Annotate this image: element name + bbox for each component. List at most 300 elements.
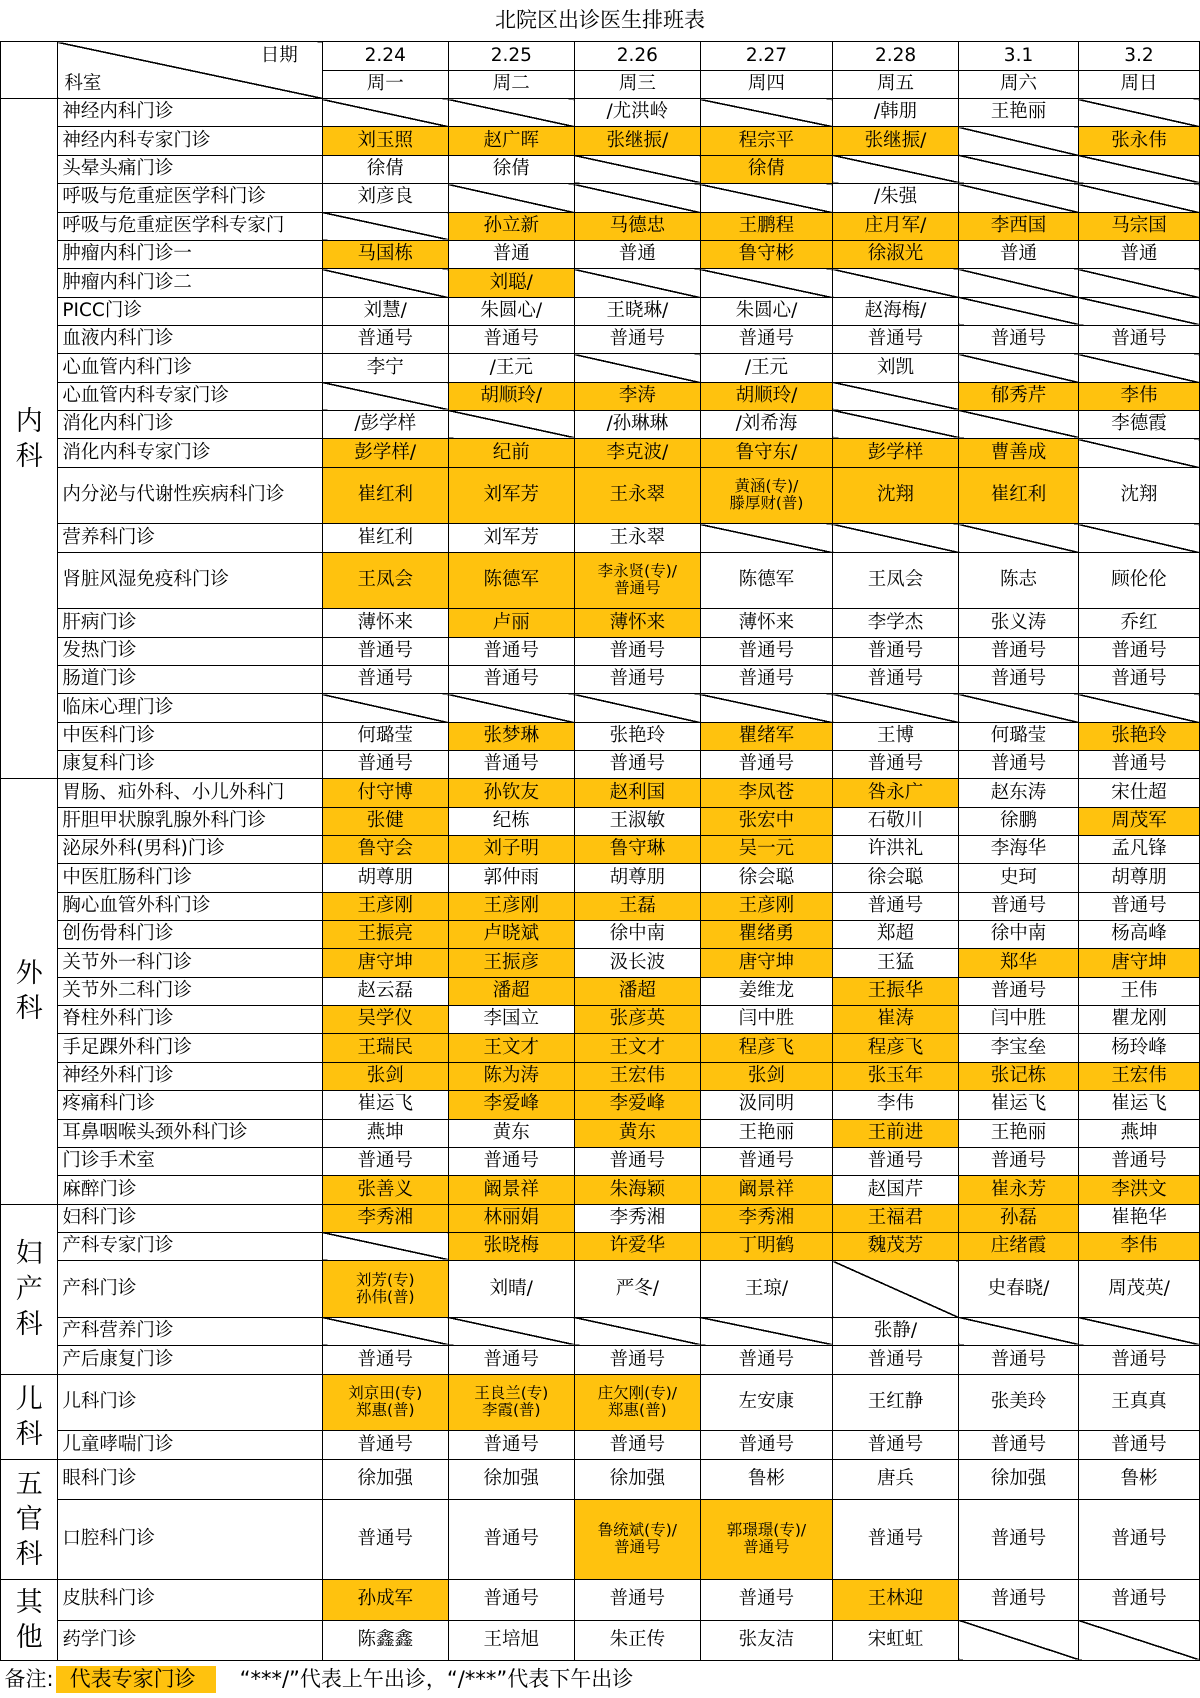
schedule-cell: 王琼/ [700, 1261, 832, 1318]
table-row [1, 722, 1200, 750]
dept-cell: 产科门诊 [58, 1261, 322, 1318]
empty-slot-cell [322, 694, 448, 722]
schedule-cell: 王艳丽 [959, 99, 1079, 127]
schedule-cell: 吴一元 [700, 836, 832, 864]
schedule-cell: 普通号 [959, 666, 1079, 694]
schedule-cell: 李国立 [448, 1006, 574, 1034]
schedule-cell: 纪栋 [448, 807, 574, 835]
dept-cell: 疼痛科门诊 [58, 1091, 322, 1119]
empty-slot-cell [448, 694, 574, 722]
schedule-cell: 黄东 [574, 1119, 700, 1147]
schedule-cell: 王瑞民 [322, 1034, 448, 1062]
schedule-cell: 普通号 [700, 1147, 832, 1175]
dept-cell: 门诊手术室 [58, 1147, 322, 1175]
schedule-cell: 胡尊朋 [1078, 864, 1199, 892]
schedule-cell: 胡顺玲/ [448, 382, 574, 410]
schedule-cell: 崔运飞 [1078, 1091, 1199, 1119]
schedule-cell: 姜维龙 [700, 977, 832, 1005]
schedule-cell: 丁明鹤 [700, 1232, 832, 1260]
schedule-cell: 王红静 [833, 1374, 959, 1431]
schedule-cell: 赵国芹 [833, 1176, 959, 1204]
schedule-cell: 瞿绪勇 [700, 921, 832, 949]
doctor-line: 孙伟(普) [355, 1288, 415, 1307]
schedule-cell: 徐中南 [959, 921, 1079, 949]
schedule-cell: 王博 [833, 722, 959, 750]
empty-slot-cell [448, 184, 574, 212]
schedule-cell: 薄怀来 [322, 609, 448, 637]
schedule-cell: 许洪礼 [833, 836, 959, 864]
schedule-cell: 严冬/ [574, 1261, 700, 1318]
dept-cell: 麻醉门诊 [58, 1176, 322, 1204]
date-header: 2.27 [700, 42, 832, 70]
schedule-cell: 朱圆心/ [700, 297, 832, 325]
schedule-cell: 普通号 [1078, 892, 1199, 920]
schedule-cell: 燕坤 [1078, 1119, 1199, 1147]
schedule-cell: 黄东 [448, 1119, 574, 1147]
table-row [1, 1374, 1200, 1431]
schedule-cell: /王元 [700, 354, 832, 382]
schedule-cell: 普通号 [448, 666, 574, 694]
schedule-cell: 崔永芳 [959, 1176, 1079, 1204]
dept-cell: 神经外科门诊 [58, 1062, 322, 1090]
empty-slot-cell [959, 127, 1079, 155]
schedule-cell: 普通号 [1078, 637, 1199, 665]
empty-slot-cell [700, 99, 832, 127]
schedule-cell: 张继振/ [574, 127, 700, 155]
schedule-cell: 陈为涛 [448, 1062, 574, 1090]
empty-slot-cell [959, 155, 1079, 183]
schedule-cell: 杨玲峰 [1078, 1034, 1199, 1062]
footnote [1, 1660, 1200, 1698]
table-row [1, 807, 1200, 835]
doctor-line: 郭璟璟(专)/ [726, 1521, 807, 1540]
empty-slot-cell [959, 1317, 1079, 1345]
empty-slot-cell [574, 184, 700, 212]
group-label: 外科 [1, 779, 58, 1204]
schedule-cell: 普通号 [700, 637, 832, 665]
dept-cell: 创伤骨科门诊 [58, 921, 322, 949]
table-row [1, 524, 1200, 552]
schedule-cell: 鲁守琳 [574, 836, 700, 864]
weekday-header: 周五 [833, 70, 959, 98]
table-row [1, 155, 1200, 183]
schedule-cell: 史春晓/ [959, 1261, 1079, 1318]
empty-slot-cell [574, 1317, 700, 1345]
schedule-cell: 普通号 [322, 1147, 448, 1175]
schedule-cell: 王林迎 [833, 1580, 959, 1620]
schedule-cell: 孟凡锋 [1078, 836, 1199, 864]
schedule-cell: 普通号 [448, 1147, 574, 1175]
schedule-cell: 朱海颖 [574, 1176, 700, 1204]
weekday-header: 周三 [574, 70, 700, 98]
schedule-cell: 普通号 [448, 751, 574, 779]
schedule-cell: 普通号 [959, 1346, 1079, 1374]
date-header: 3.2 [1078, 42, 1199, 70]
schedule-cell: 吴学仪 [322, 1006, 448, 1034]
schedule-cell: 杨高峰 [1078, 921, 1199, 949]
empty-slot-cell [574, 354, 700, 382]
schedule-cell: 崔涛 [833, 1006, 959, 1034]
schedule-cell: 崔红利 [959, 467, 1079, 524]
schedule-cell: 孙钦友 [448, 779, 574, 807]
schedule-cell: 陈德军 [448, 552, 574, 609]
footnote-label: 备注: [4, 1666, 54, 1691]
table-row [1, 1459, 1200, 1499]
schedule-cell: 张梦琳 [448, 722, 574, 750]
schedule-cell: 王鹏程 [700, 212, 832, 240]
dept-cell: 呼吸与危重症医学科专家门 [58, 212, 322, 240]
dept-cell: 发热门诊 [58, 637, 322, 665]
doctor-line: 李霞(普) [481, 1401, 541, 1420]
schedule-cell: 宋虹虹 [833, 1620, 959, 1660]
doctor-line: 刘京田(专) [348, 1384, 423, 1403]
empty-slot-cell [700, 524, 832, 552]
schedule-cell: 徐加强 [574, 1459, 700, 1499]
dept-cell: 中医肛肠科门诊 [58, 864, 322, 892]
schedule-cell: 张剑 [700, 1062, 832, 1090]
schedule-cell: 刘凯 [833, 354, 959, 382]
schedule-cell: 庄月军/ [833, 212, 959, 240]
schedule-cell: 李洪文 [1078, 1176, 1199, 1204]
doctor-line: 鲁统斌(专)/ [597, 1521, 677, 1540]
group-label: 儿科 [1, 1374, 58, 1459]
schedule-cell: 陈德军 [700, 552, 832, 609]
date-header: 3.1 [959, 42, 1079, 70]
schedule-cell: 王晓琳/ [574, 297, 700, 325]
schedule-cell: 付守博 [322, 779, 448, 807]
table-row [1, 1346, 1200, 1374]
schedule-cell: 李爱峰 [448, 1091, 574, 1119]
schedule-cell: 普通号 [700, 751, 832, 779]
schedule-cell: 崔红利 [322, 524, 448, 552]
header-blank [1, 42, 58, 99]
schedule-cell: 王永翠 [574, 467, 700, 524]
schedule-cell: 刘晴/ [448, 1261, 574, 1318]
schedule-cell: 石敬川 [833, 807, 959, 835]
schedule-cell: 崔艳华 [1078, 1204, 1199, 1232]
date-header: 2.25 [448, 42, 574, 70]
schedule-cell: 林丽娟 [448, 1204, 574, 1232]
schedule-cell: 汲同明 [700, 1091, 832, 1119]
schedule-cell: 王宏伟 [1078, 1062, 1199, 1090]
table-row [1, 1580, 1200, 1620]
schedule-cell: 马宗国 [1078, 212, 1199, 240]
dept-cell: 眼科门诊 [58, 1459, 322, 1499]
schedule-cell: 马德忠 [574, 212, 700, 240]
date-header: 2.28 [833, 42, 959, 70]
empty-slot-cell [959, 297, 1079, 325]
schedule-cell: 彭学样 [833, 439, 959, 467]
schedule-cell: /朱强 [833, 184, 959, 212]
weekday-header: 周四 [700, 70, 832, 98]
schedule-cell [700, 1499, 832, 1579]
schedule-cell: 普通号 [959, 1431, 1079, 1459]
schedule-cell: 赵东涛 [959, 779, 1079, 807]
schedule-cell: 赵广晖 [448, 127, 574, 155]
schedule-cell: 郑华 [959, 949, 1079, 977]
empty-slot-cell [1078, 1620, 1199, 1660]
doctor-line: 滕厚财(普) [729, 494, 804, 513]
header-corner [58, 42, 322, 99]
schedule-cell: 沈翔 [1078, 467, 1199, 524]
schedule-cell: /王元 [448, 354, 574, 382]
empty-slot-cell [448, 99, 574, 127]
empty-slot-cell [1078, 694, 1199, 722]
schedule-cell: 普通号 [959, 977, 1079, 1005]
schedule-cell: 张善义 [322, 1176, 448, 1204]
schedule-cell: 胡尊朋 [322, 864, 448, 892]
schedule-cell: 普通号 [959, 1147, 1079, 1175]
schedule-cell: 徐会聪 [833, 864, 959, 892]
table-row [1, 779, 1200, 807]
empty-slot-cell [322, 99, 448, 127]
schedule-cell: 乔红 [1078, 609, 1199, 637]
doctor-line: 刘芳(专) [355, 1270, 415, 1289]
schedule-cell: 徐加强 [322, 1459, 448, 1499]
dept-cell: 中医科门诊 [58, 722, 322, 750]
date-axis-label: 日期 [260, 45, 298, 67]
group-label: 内科 [1, 99, 58, 779]
dept-cell: 手足踝外科门诊 [58, 1034, 322, 1062]
schedule-cell: 普通号 [700, 1580, 832, 1620]
dept-axis-label: 科室 [64, 73, 102, 95]
table-row [1, 184, 1200, 212]
schedule-cell: 普通号 [1078, 1431, 1199, 1459]
schedule-cell: 普通 [574, 240, 700, 268]
schedule-cell: 普通号 [448, 325, 574, 353]
schedule-cell: 郑超 [833, 921, 959, 949]
schedule-cell: 王培旭 [448, 1620, 574, 1660]
schedule-cell: 孙成军 [322, 1580, 448, 1620]
dept-cell: 神经内科专家门诊 [58, 127, 322, 155]
empty-slot-cell [700, 694, 832, 722]
schedule-cell: 周茂军 [1078, 807, 1199, 835]
schedule-cell: 普通号 [574, 1346, 700, 1374]
schedule-cell: 薄怀来 [700, 609, 832, 637]
table-row [1, 240, 1200, 268]
schedule-cell: 李德霞 [1078, 410, 1199, 438]
schedule-cell: 燕坤 [322, 1119, 448, 1147]
empty-slot-cell [700, 1317, 832, 1345]
schedule-cell: 徐会聪 [700, 864, 832, 892]
empty-slot-cell [322, 382, 448, 410]
schedule-cell: 普通号 [322, 325, 448, 353]
empty-slot-cell [833, 155, 959, 183]
schedule-cell: 张静/ [833, 1317, 959, 1345]
schedule-cell: 陈志 [959, 552, 1079, 609]
schedule-cell: 史珂 [959, 864, 1079, 892]
dept-cell: 儿科门诊 [58, 1374, 322, 1431]
schedule-cell: 郭仲雨 [448, 864, 574, 892]
schedule-cell: 普通号 [833, 892, 959, 920]
dept-cell: 胃肠、疝外科、小儿外科门 [58, 779, 322, 807]
schedule-cell: 李宁 [322, 354, 448, 382]
schedule-cell: 纪前 [448, 439, 574, 467]
schedule-cell: 胡顺玲/ [700, 382, 832, 410]
schedule-cell: 普通号 [833, 751, 959, 779]
schedule-cell: 刘彦良 [322, 184, 448, 212]
schedule-cell: 普通号 [833, 325, 959, 353]
date-header: 2.26 [574, 42, 700, 70]
schedule-cell: 王文才 [448, 1034, 574, 1062]
dept-cell: 呼吸与危重症医学科门诊 [58, 184, 322, 212]
schedule-cell: 王艳丽 [700, 1119, 832, 1147]
schedule-cell: 王彦刚 [700, 892, 832, 920]
group-label: 五官科 [1, 1459, 58, 1580]
table-row [1, 354, 1200, 382]
empty-slot-cell [1078, 269, 1199, 297]
dept-cell: PICC门诊 [58, 297, 322, 325]
schedule-cell: 何璐莹 [959, 722, 1079, 750]
schedule-cell: 普通号 [448, 1346, 574, 1374]
schedule-cell: 孙磊 [959, 1204, 1079, 1232]
dept-cell: 心血管内科专家门诊 [58, 382, 322, 410]
table-row [1, 864, 1200, 892]
schedule-cell: 普通 [448, 240, 574, 268]
schedule-cell: 李宝垒 [959, 1034, 1079, 1062]
empty-slot-cell [833, 410, 959, 438]
schedule-cell: 彭学样/ [322, 439, 448, 467]
schedule-cell: 普通号 [574, 751, 700, 779]
empty-slot-cell [959, 184, 1079, 212]
schedule-cell: 徐倩 [322, 155, 448, 183]
dept-cell: 皮肤科门诊 [58, 1580, 322, 1620]
empty-slot-cell [833, 1261, 959, 1318]
dept-cell: 肿瘤内科门诊一 [58, 240, 322, 268]
empty-slot-cell [574, 269, 700, 297]
schedule-cell: 刘聪/ [448, 269, 574, 297]
table-row [1, 467, 1200, 524]
schedule-cell: 张健 [322, 807, 448, 835]
dept-cell: 血液内科门诊 [58, 325, 322, 353]
empty-slot-cell [322, 1317, 448, 1345]
schedule-cell: 李秀湘 [322, 1204, 448, 1232]
schedule-cell: 普通号 [700, 1346, 832, 1374]
schedule-cell: 程彦飞 [700, 1034, 832, 1062]
empty-slot-cell [1078, 1317, 1199, 1345]
schedule-cell: 王前进 [833, 1119, 959, 1147]
schedule-cell: 李秀湘 [574, 1204, 700, 1232]
schedule-cell: 郁秀芹 [959, 382, 1079, 410]
doctor-line: 黄涵(专)/ [734, 477, 799, 496]
schedule-cell: 普通号 [322, 1346, 448, 1374]
schedule-cell: 普通号 [700, 666, 832, 694]
schedule-cell: 徐淑光 [833, 240, 959, 268]
schedule-cell: 徐加强 [959, 1459, 1079, 1499]
schedule-cell [322, 1261, 448, 1318]
schedule-cell: 普通号 [833, 637, 959, 665]
schedule-cell: 普通号 [322, 1499, 448, 1579]
table-row [1, 1261, 1200, 1318]
schedule-cell: 普通号 [1078, 1499, 1199, 1579]
table-row [1, 382, 1200, 410]
table-row [1, 1006, 1200, 1034]
schedule-cell: 赵海梅/ [833, 297, 959, 325]
schedule-cell: 张永伟 [1078, 127, 1199, 155]
dept-cell: 胸心血管外科门诊 [58, 892, 322, 920]
schedule-cell: 普通号 [322, 637, 448, 665]
schedule-cell: 李伟 [833, 1091, 959, 1119]
schedule-cell: 王振亮 [322, 921, 448, 949]
table-row [1, 1119, 1200, 1147]
schedule-cell: 闫中胜 [959, 1006, 1079, 1034]
schedule-cell: 普通 [959, 240, 1079, 268]
empty-slot-cell [322, 212, 448, 240]
empty-slot-cell [700, 269, 832, 297]
schedule-cell: 王福君 [833, 1204, 959, 1232]
table-row [1, 552, 1200, 609]
schedule-cell: /孙琳琳 [574, 410, 700, 438]
doctor-line: 郑惠(普) [355, 1401, 415, 1420]
empty-slot-cell [959, 524, 1079, 552]
dept-cell: 消化内科专家门诊 [58, 439, 322, 467]
dept-cell: 产科专家门诊 [58, 1232, 322, 1260]
schedule-cell: 普通号 [322, 751, 448, 779]
schedule-cell: 许爱华 [574, 1232, 700, 1260]
dept-cell: 泌尿外科(男科)门诊 [58, 836, 322, 864]
schedule-cell: 李涛 [574, 382, 700, 410]
schedule-cell: 普通号 [700, 1431, 832, 1459]
schedule-cell: 张玉年 [833, 1062, 959, 1090]
table-row [1, 892, 1200, 920]
empty-slot-cell [833, 524, 959, 552]
schedule-cell: 刘军芳 [448, 524, 574, 552]
schedule-cell: 普通号 [574, 1147, 700, 1175]
dept-cell: 儿童哮喘门诊 [58, 1431, 322, 1459]
table-row [1, 297, 1200, 325]
schedule-cell: 王永翠 [574, 524, 700, 552]
schedule-cell: 普通号 [833, 666, 959, 694]
table-row [1, 212, 1200, 240]
schedule-cell: 普通号 [959, 1580, 1079, 1620]
dept-cell: 肝胆甲状腺乳腺外科门诊 [58, 807, 322, 835]
empty-slot-cell [448, 410, 574, 438]
schedule-cell: 刘玉照 [322, 127, 448, 155]
schedule-cell: 程宗平 [700, 127, 832, 155]
dept-cell: 临床心理门诊 [58, 694, 322, 722]
schedule-cell [574, 1374, 700, 1431]
empty-slot-cell [1078, 99, 1199, 127]
schedule-cell: 潘超 [448, 977, 574, 1005]
schedule-cell: 汲长波 [574, 949, 700, 977]
schedule-cell: 赵云磊 [322, 977, 448, 1005]
schedule-cell: 徐鹏 [959, 807, 1079, 835]
empty-slot-cell [1078, 354, 1199, 382]
group-label: 其他 [1, 1580, 58, 1661]
schedule-cell: 李学杰 [833, 609, 959, 637]
schedule-cell: 普通号 [959, 637, 1079, 665]
schedule-cell: 刘慧/ [322, 297, 448, 325]
schedule-cell: 王文才 [574, 1034, 700, 1062]
schedule-cell: 普通号 [322, 1431, 448, 1459]
schedule-cell: 王宏伟 [574, 1062, 700, 1090]
schedule-cell: 李爱峰 [574, 1091, 700, 1119]
empty-slot-cell [574, 694, 700, 722]
dept-cell: 口腔科门诊 [58, 1499, 322, 1579]
schedule-cell: 陈鑫鑫 [322, 1620, 448, 1660]
schedule-cell: 普通号 [448, 637, 574, 665]
empty-slot-cell [574, 155, 700, 183]
table-row [1, 1091, 1200, 1119]
empty-slot-cell [700, 184, 832, 212]
dept-cell: 产科营养门诊 [58, 1317, 322, 1345]
schedule-cell: 张友洁 [700, 1620, 832, 1660]
schedule-cell: 魏茂芳 [833, 1232, 959, 1260]
schedule-cell [574, 552, 700, 609]
dept-cell: 关节外二科门诊 [58, 977, 322, 1005]
schedule-cell: 庄绪霞 [959, 1232, 1079, 1260]
weekday-header: 周二 [448, 70, 574, 98]
